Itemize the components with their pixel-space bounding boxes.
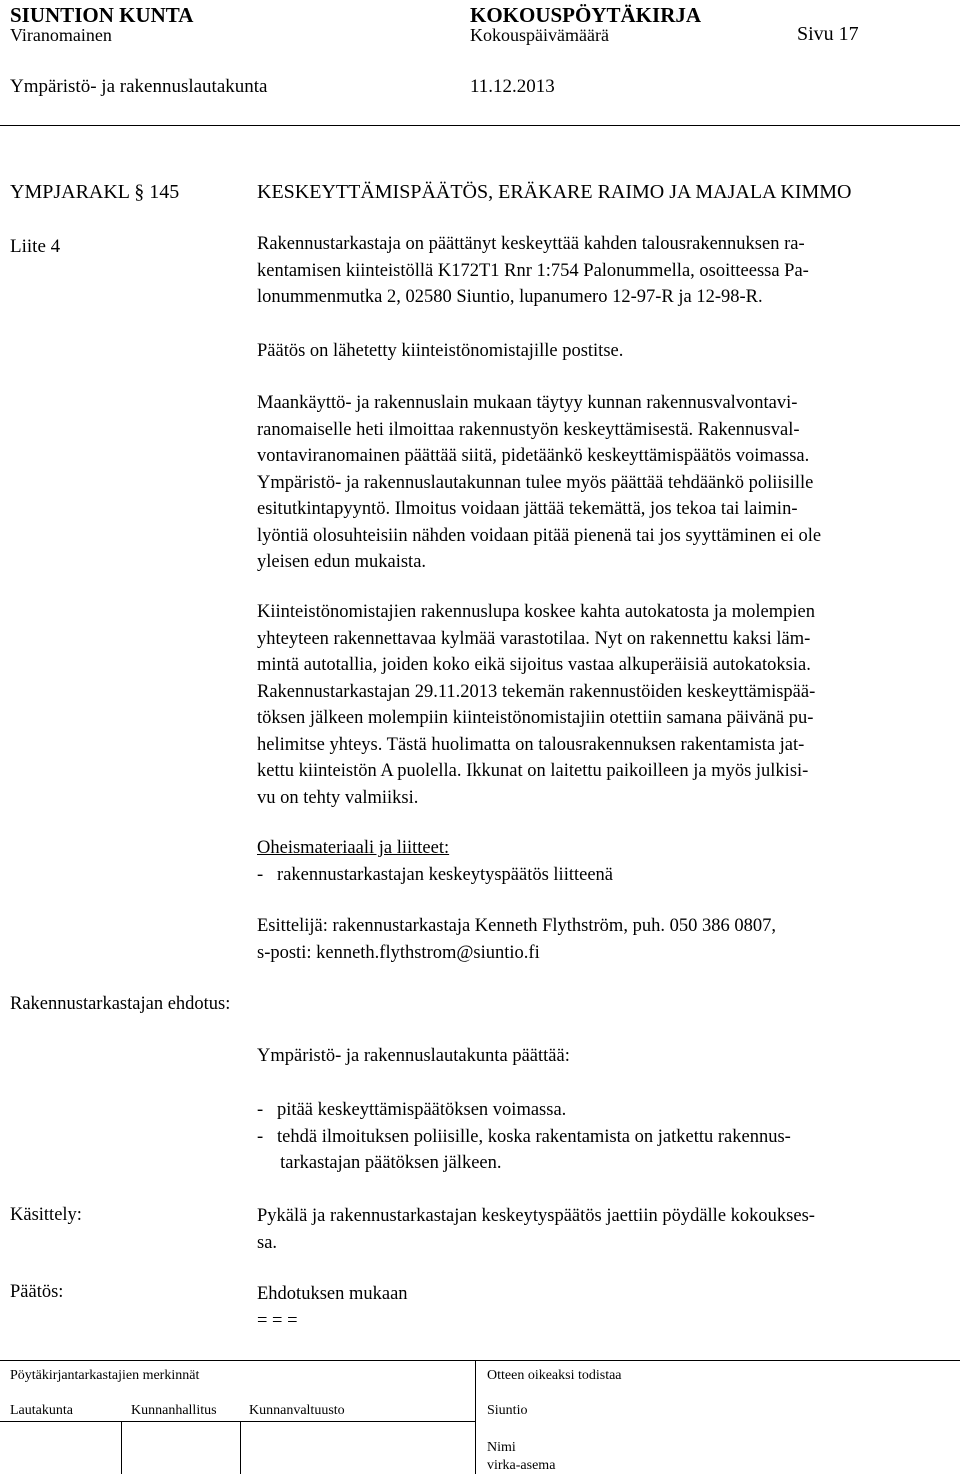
meeting-date: 11.12.2013	[470, 76, 555, 97]
text-line: yhteyteen rakennettavaa kylmää varastotilaa. Nyt on rakennettu kaksi läm-	[257, 628, 811, 649]
text-line: Rakennustarkastaja on päättänyt keskeyttää kahden talousrakennuksen ra-	[257, 234, 805, 254]
authority-label: Viranomainen	[10, 25, 112, 45]
footer-position: virka-asema	[487, 1458, 556, 1473]
meeting-date-label: Kokouspäivämäärä	[470, 25, 609, 45]
authority-name: Ympäristö- ja rakennuslautakunta	[10, 76, 268, 97]
text-line: mintä autotallia, joiden koko eikä sijoitus vastaa alkuperäisiä autokatoksia.	[257, 655, 811, 675]
text-line: Ympäristö- ja rakennuslautakunta päättää:	[257, 1046, 570, 1066]
paragraph-decision-summary	[257, 231, 957, 311]
list-item: - pitää keskeyttämispäätöksen voimassa.	[257, 1100, 567, 1120]
text-line: vontaviranomainen päättää siitä, pidetäänkö keskeyttämispäätös voimassa.	[257, 446, 810, 466]
footer-box-divider	[121, 1421, 122, 1474]
text-line: ranomaiselle heti ilmoittaa rakennustyön keskeyttämisestä. Rakennusval-	[257, 419, 800, 440]
paragraph-legal-basis	[257, 390, 957, 576]
footer-certified: Otteen oikeaksi todistaa	[487, 1368, 622, 1383]
text-line: Esittelijä: rakennustarkastaja Kenneth Flythström, puh. 050 386 0807,	[257, 916, 776, 936]
decision-label: Päätös:	[10, 1282, 64, 1302]
attachment-label: Liite 4	[10, 236, 61, 257]
text-line: lonummenmutka 2, 02580 Siuntio, lupanumero 12-97-R ja 12-98-R.	[257, 287, 763, 307]
handling-label: Käsittely:	[10, 1205, 82, 1225]
footer-siuntio: Siuntio	[487, 1403, 528, 1418]
text-line: esitutkintapyyntö. Ilmoitus voidaan jättää tekemättä, jos tekoa tai laimin-	[257, 499, 798, 519]
org-name: SIUNTION KUNTA	[10, 3, 194, 27]
footer-box-divider	[240, 1421, 241, 1474]
text-line: kettu kiinteistön A puolella. Ikkunat on laitettu paikoilleen ja myös julkisi-	[257, 761, 809, 781]
document-type: KOKOUSPÖYTÄKIRJA	[470, 3, 702, 27]
item-number: YMPJARAKL § 145	[10, 181, 180, 203]
attachment-item: - rakennustarkastajan keskeytyspäätös liitteenä	[257, 864, 613, 885]
text-line: helimitse yhteys. Tästä huolimatta on talousrakennuksen rakentamista jat-	[257, 734, 805, 755]
text-line: s-posti: kenneth.flythstrom@siuntio.fi	[257, 942, 540, 963]
text-line: Ympäristö- ja rakennuslautakunnan tulee myös päättää tehdäänkö poliisille	[257, 472, 814, 493]
attachments-section	[257, 835, 957, 888]
text-line: Rakennustarkastajan 29.11.2013 tekemän rakennustöiden keskeyttämispää-	[257, 681, 816, 702]
text-line: Päätös on lähetetty kiinteistönomistajille postitse.	[257, 341, 624, 361]
text-line: kentamisen kiinteistöllä K172T1 Rnr 1:754 Palonummella, osoitteessa Pa-	[257, 260, 809, 281]
text-line: Ehdotuksen mukaan	[257, 1284, 408, 1304]
text-line: vu on tehty valmiiksi.	[257, 787, 419, 808]
text-line: töksen jälkeen molempiin kiinteistönomistajiin otettiin samana päivänä pu-	[257, 708, 814, 728]
footer-lautakunta: Lautakunta	[10, 1403, 73, 1418]
footer-column-divider	[475, 1360, 476, 1474]
page-number: Sivu 17	[797, 23, 859, 45]
text-line: = = =	[257, 1310, 298, 1331]
footer-minutes-checkers: Pöytäkirjantarkastajien merkinnät	[10, 1368, 200, 1383]
text-line: sa.	[257, 1232, 278, 1253]
text-line: Kiinteistönomistajien rakennuslupa koskee kahta autokatosta ja molempien	[257, 602, 815, 622]
paragraph-permit-details	[257, 599, 957, 811]
list-item: - tehdä ilmoituksen poliisille, koska rakentamista on jatkettu rakennus-	[257, 1126, 791, 1147]
paragraph-notice-sent	[257, 338, 957, 365]
presenter-info	[257, 913, 957, 966]
footer-signature-line	[0, 1421, 475, 1422]
proposal-intro	[257, 1043, 957, 1070]
proposal-items	[257, 1097, 957, 1177]
text-line: Pykälä ja rakennustarkastajan keskeytyspäätös jaettiin pöydälle kokoukses-	[257, 1206, 815, 1226]
text-line: Maankäyttö- ja rakennuslain mukaan täytyy kunnan rakennusvalvontavi-	[257, 393, 798, 413]
footer-divider	[0, 1360, 960, 1361]
footer-kunnanvaltuusto: Kunnanvaltuusto	[249, 1403, 345, 1418]
footer-name: Nimi	[487, 1440, 516, 1455]
list-item: tarkastajan päätöksen jälkeen.	[257, 1153, 502, 1173]
attachments-heading: Oheismateriaali ja liitteet:	[257, 838, 450, 858]
footer-kunnanhallitus: Kunnanhallitus	[131, 1403, 217, 1418]
text-line: yleisen edun mukaista.	[257, 552, 427, 572]
header-divider	[0, 125, 960, 126]
text-line: lyöntiä olosuhteisiin nähden voidaan pitää pienenä tai jos syyttäminen ei ole	[257, 525, 822, 546]
decision-text	[257, 1281, 957, 1334]
proposal-label: Rakennustarkastajan ehdotus:	[10, 994, 231, 1014]
handling-text	[257, 1203, 957, 1256]
item-title: KESKEYTTÄMISPÄÄTÖS, ERÄKARE RAIMO JA MAJALA KIMMO	[257, 181, 852, 203]
